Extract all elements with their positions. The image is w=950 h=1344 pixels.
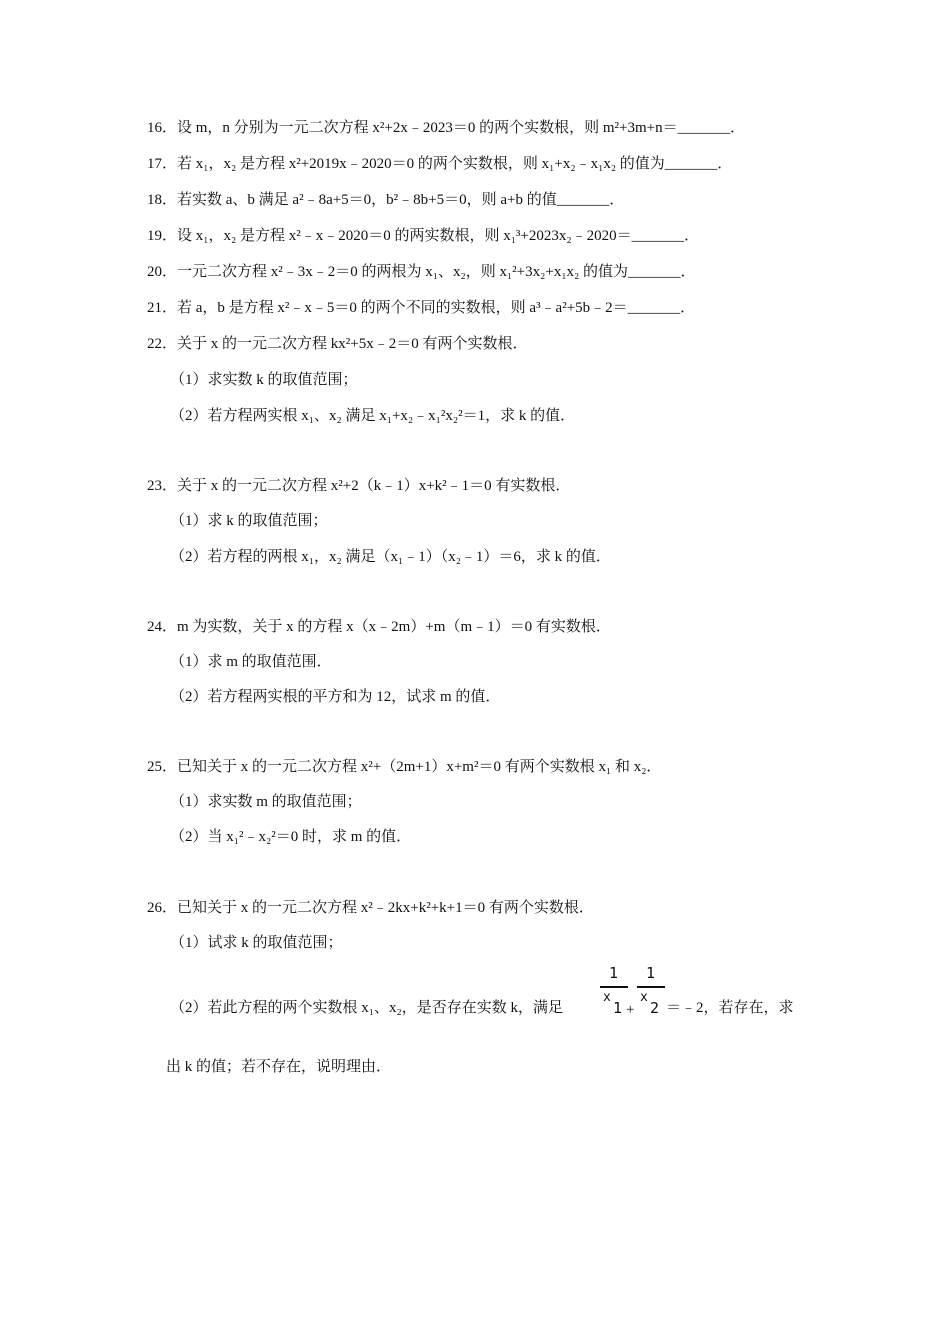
question-24: 24．m 为实数，关于 x 的方程 x（x﹣2m）+m（m﹣1）＝0 有实数根． — [147, 619, 611, 635]
question-21: 21．若 a，b 是方程 x²﹣x﹣5＝0 的两个不同的实数根，则 a³﹣a²+5b﹣2＝_______． — [147, 300, 696, 316]
fraction-2-subscript: 2 — [650, 999, 660, 1017]
fraction-1-numerator: 1 — [609, 964, 619, 982]
question-25: 25．已知关于 x 的一元二次方程 x²+（2m+1）x+m²＝0 有两个实数根 x₁ 和 x₂． — [147, 759, 662, 775]
question-26-part-1: （1）试求 k 的取值范围； — [170, 935, 343, 951]
question-18: 18．若实数 a、b 满足 a²﹣8a+5＝0，b²﹣8b+5＝0，则 a+b 的值_______． — [147, 192, 625, 208]
question-26: 26．已知关于 x 的一元二次方程 x²﹣2kx+k²+k+1＝0 有两个实数根． — [147, 900, 594, 916]
question-23-part-1: （1）求 k 的取值范围； — [170, 513, 328, 529]
question-20: 20．一元二次方程 x²﹣3x﹣2＝0 的两根为 x₁、x₂，则 x₁²+3x₂+x₁x₂ 的值为_______． — [147, 264, 696, 280]
question-25-part-2: （2）当 x₁²﹣x₂²＝0 时，求 m 的值． — [170, 829, 412, 845]
question-22-part-2: （2）若方程两实根 x₁、x₂ 满足 x₁+x₂﹣x₁²x₂²＝1，求 k 的值． — [170, 408, 576, 424]
question-22-part-1: （1）求实数 k 的取值范围； — [170, 372, 358, 388]
question-26-part-2-cont: ＝﹣2，若存在，求 — [666, 1000, 794, 1016]
question-19: 19．设 x₁，x₂ 是方程 x²﹣x﹣2020＝0 的两实数根，则 x₁³+2023x₂﹣2020＝_______． — [147, 228, 700, 244]
question-25-part-1: （1）求实数 m 的取值范围； — [170, 794, 362, 810]
fraction-1-subscript: 1 — [613, 999, 623, 1017]
question-26-part-2-end: 出 k 的值；若不存在，说明理由． — [166, 1059, 392, 1075]
question-22: 22．关于 x 的一元二次方程 kx²+5x﹣2＝0 有两个实数根． — [147, 336, 528, 352]
fraction-1-bar — [600, 986, 628, 988]
question-17: 17．若 x₁，x₂ 是方程 x²+2019x﹣2020＝0 的两个实数根，则 x₁+x₂﹣x₁x₂ 的值为_______． — [147, 156, 733, 172]
question-16: 16．设 m，n 分别为一元二次方程 x²+2x﹣2023＝0 的两个实数根，则 m²+3m+n＝_______． — [147, 120, 746, 136]
fraction-2-denominator: x — [640, 990, 648, 1005]
question-26-part-2: （2）若此方程的两个实数根 x₁、x₂，是否存在实数 k，满足 — [170, 1000, 563, 1016]
question-23: 23．关于 x 的一元二次方程 x²+2（k﹣1）x+k²﹣1＝0 有实数根． — [147, 478, 571, 494]
question-24-part-1: （1）求 m 的取值范围． — [170, 654, 332, 670]
question-23-part-2: （2）若方程的两根 x₁，x₂ 满足（x₁﹣1）（x₂﹣1）＝6，求 k 的值． — [170, 549, 611, 565]
fraction-2-bar — [637, 986, 665, 988]
fraction-2-numerator: 1 — [646, 964, 656, 982]
fraction-1-denominator: x — [603, 990, 611, 1005]
question-24-part-2: （2）若方程两实根的平方和为 12，试求 m 的值． — [170, 689, 501, 705]
plus-sign: + — [626, 1002, 635, 1018]
